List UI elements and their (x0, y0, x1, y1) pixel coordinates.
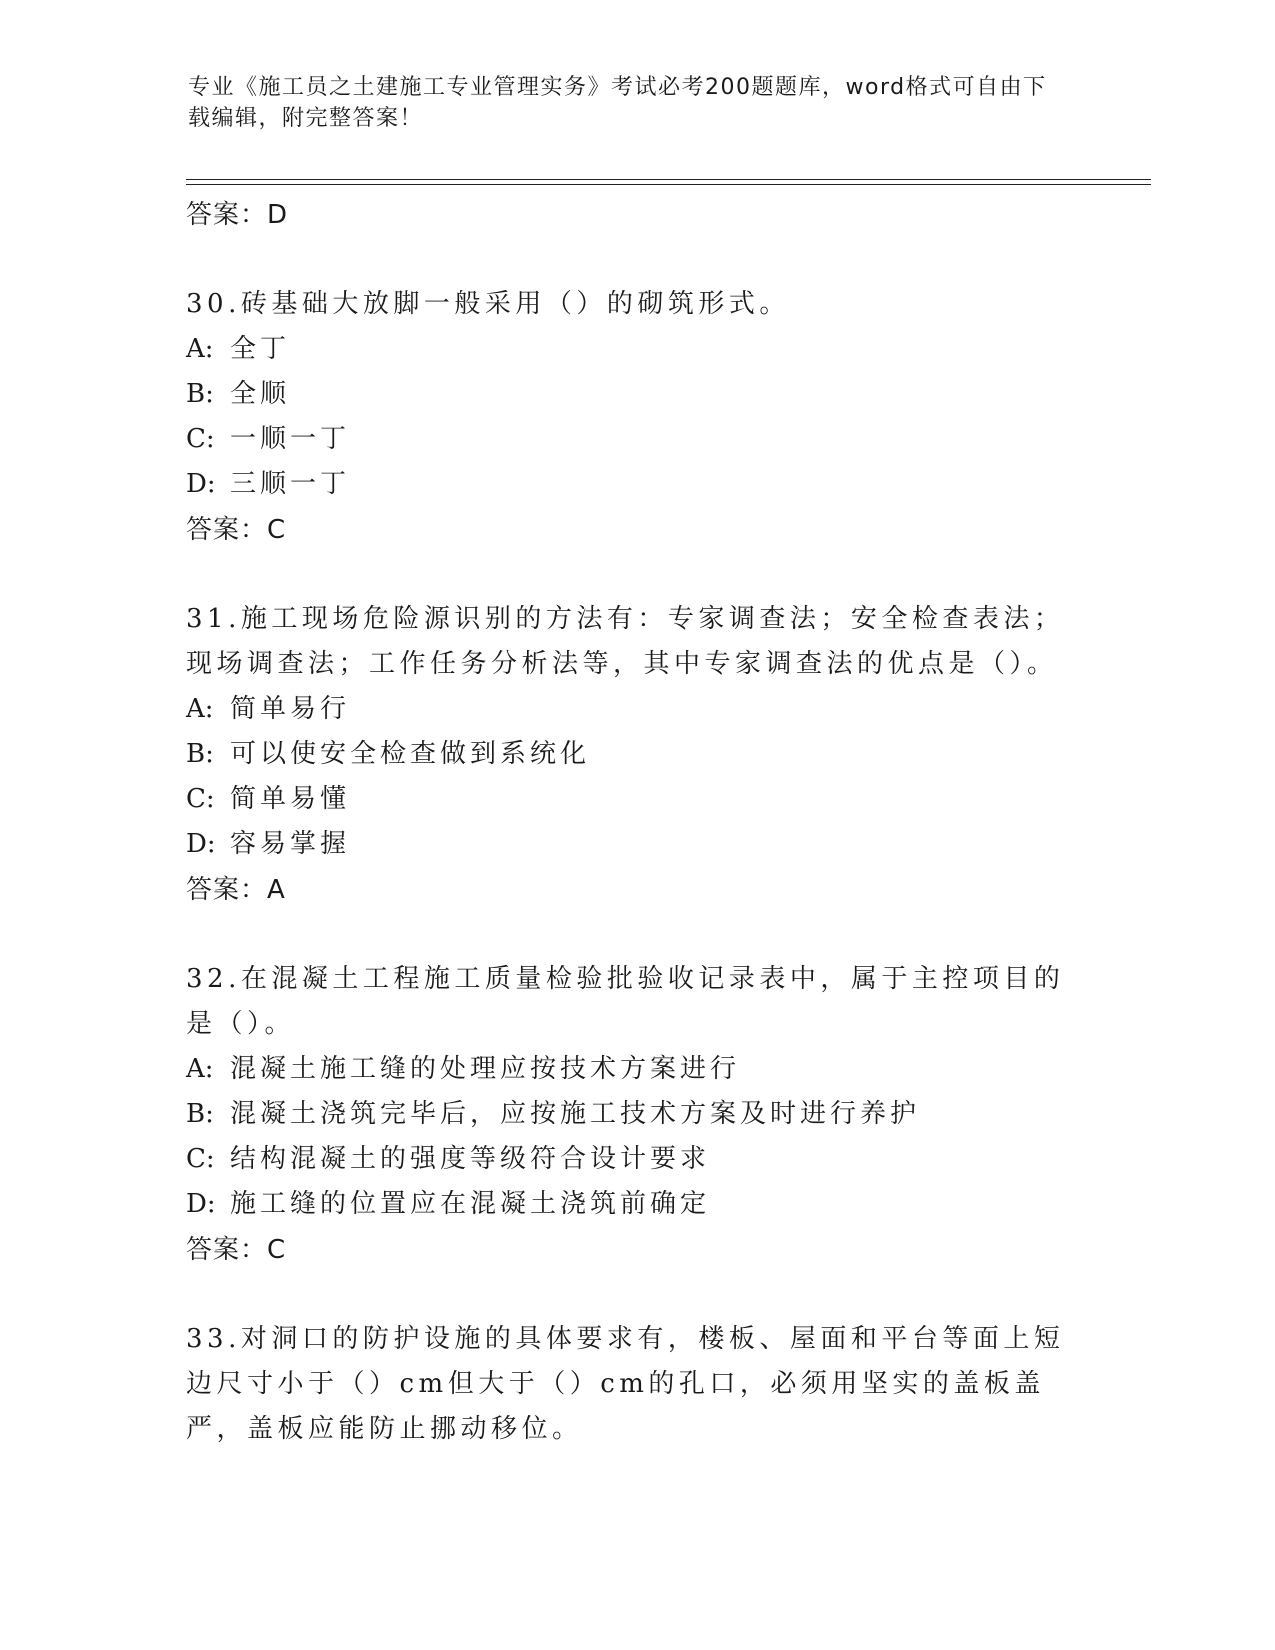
option-b (186, 1092, 1066, 1137)
option-text: 简单易懂 (230, 784, 351, 814)
option-text: 简单易行 (230, 694, 351, 724)
option-text: 全顺 (230, 379, 291, 409)
document-header: 专业《施工员之土建施工专业管理实务》考试必考200题题库，word格式可自由下载编辑，附完整答案！ (188, 75, 1047, 131)
question-33 (186, 1317, 1066, 1452)
option-letter: D: (186, 829, 216, 859)
option-text: 可以使安全检查做到系统化 (230, 739, 591, 769)
option-letter: D: (186, 469, 216, 499)
option-b (186, 732, 1066, 777)
header-divider-bottom (186, 184, 1151, 185)
option-letter: B: (186, 1099, 214, 1129)
option-text: 全丁 (230, 334, 291, 364)
option-text: 容易掌握 (230, 829, 351, 859)
question-stem: 30.砖基础大放脚一般采用（）的砌筑形式。 (186, 289, 790, 319)
option-text: 混凝土施工缝的处理应按技术方案进行 (230, 1054, 741, 1084)
answer: 答案：A (186, 875, 286, 905)
option-letter: C: (186, 784, 215, 814)
option-d (186, 822, 1066, 867)
option-c (186, 417, 1066, 462)
option-text: 混凝土浇筑完毕后，应按施工技术方案及时进行养护 (230, 1099, 921, 1129)
option-d (186, 1182, 1066, 1227)
option-letter: A: (186, 694, 214, 724)
option-letter: C: (186, 1144, 215, 1174)
question-31 (186, 597, 1066, 913)
question-list (186, 188, 1066, 1452)
option-b (186, 372, 1066, 417)
question-stem: 33.对洞口的防护设施的具体要求有，楼板、屋面和平台等面上短边尺寸小于（）cm但大于（）cm的孔口，必须用坚实的盖板盖严，盖板应能防止挪动移位。 (186, 1324, 1065, 1444)
option-c (186, 1137, 1066, 1182)
header-divider-top (186, 179, 1151, 180)
question-30 (186, 282, 1066, 553)
question-stem: 32.在混凝土工程施工质量检验批验收记录表中，属于主控项目的是（）。 (186, 964, 1065, 1039)
option-text: 施工缝的位置应在混凝土浇筑前确定 (230, 1189, 711, 1219)
option-letter: C: (186, 424, 215, 454)
option-text: 结构混凝土的强度等级符合设计要求 (230, 1144, 711, 1174)
option-letter: B: (186, 379, 214, 409)
option-c (186, 777, 1066, 822)
option-letter: A: (186, 1054, 214, 1084)
answer: 答案：C (186, 515, 287, 545)
option-letter: D: (186, 1189, 216, 1219)
option-a (186, 1047, 1066, 1092)
option-text: 一顺一丁 (230, 424, 351, 454)
option-text: 三顺一丁 (230, 469, 351, 499)
option-letter: B: (186, 739, 214, 769)
option-letter: A: (186, 334, 214, 364)
option-a (186, 687, 1066, 732)
answer: 答案：C (186, 1235, 287, 1265)
option-d (186, 462, 1066, 507)
previous-answer: 答案：D (186, 200, 289, 230)
option-a (186, 327, 1066, 372)
question-32 (186, 957, 1066, 1273)
question-stem: 31.施工现场危险源识别的方法有：专家调查法；安全检查表法；现场调查法；工作任务分析法等，其中专家调查法的优点是（）。 (186, 604, 1065, 679)
